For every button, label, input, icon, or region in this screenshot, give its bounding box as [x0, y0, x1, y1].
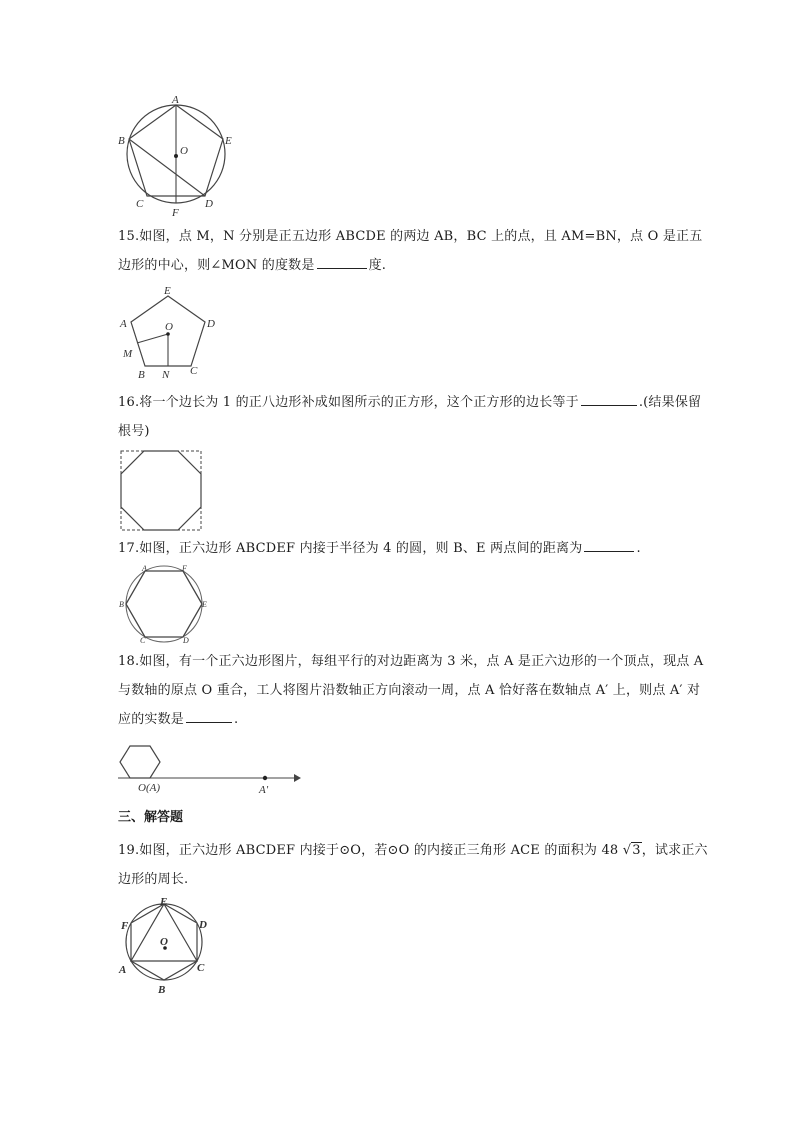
figure-15 — [118, 286, 228, 381]
question-19-text: 19.如图，正六边形 ABCDEF 内接于⊙O，若⊙O 的内接正三角形 ACE 的面积为 48 — [118, 843, 619, 858]
label-d: D — [199, 919, 207, 931]
label-origin: O(A) — [138, 782, 160, 794]
question-16-tail: .(结果保留根号) — [118, 395, 702, 439]
label-b: B — [138, 369, 145, 381]
question-18-text: 18.如图，有一个正六边形图片，每组平行的对边距离为 3 米，点 A 是正六边形的一个顶点，现点 A 与数轴的原点 O 重合，工人将图片沿数轴正方向滚动一周，点 A 恰好落在数轴点 A′ 上，则点 A′ 对应的实数是 — [118, 654, 704, 727]
question-16-text: 16.将一个边长为 1 的正八边形补成如图所示的正方形，这个正方形的边长等于 — [118, 395, 579, 410]
label-b: B — [118, 135, 125, 147]
label-o: O — [180, 145, 188, 157]
label-d: D — [207, 318, 215, 330]
label-e: E — [164, 285, 171, 297]
question-15-text: 15.如图，点 M，N 分别是正五边形 ABCDE 的两边 AB，BC 上的点，且 AM=BN，点 O 是正五边形的中心，则∠MON 的度数是 — [118, 229, 703, 273]
question-17 — [118, 534, 708, 563]
label-m: M — [123, 348, 133, 360]
answer-blank-15[interactable] — [317, 254, 367, 269]
label-n: N — [162, 369, 170, 381]
figure-18 — [118, 742, 308, 797]
label-e: E — [202, 600, 207, 609]
label-d: D — [183, 636, 189, 645]
question-15-tail: 度. — [368, 258, 387, 273]
label-a: A — [120, 318, 127, 330]
label-e: E — [160, 896, 168, 908]
label-o: O — [165, 321, 173, 333]
question-18-tail: . — [234, 712, 239, 727]
question-17-text: 17.如图，正六边形 ABCDEF 内接于半径为 4 的圆，则 B、E 两点间的距离为 — [118, 541, 583, 556]
label-b: B — [119, 600, 124, 609]
figure-19 — [118, 896, 218, 996]
label-a-prime: A′ — [259, 784, 269, 796]
question-18 — [118, 647, 708, 734]
label-c: C — [197, 962, 205, 974]
question-17-tail: . — [636, 541, 641, 556]
label-a: A — [119, 964, 127, 976]
label-a: A — [172, 94, 179, 106]
label-d: D — [205, 198, 213, 210]
answer-blank-16[interactable] — [581, 391, 637, 406]
label-c: C — [140, 636, 146, 645]
radicand: 3 — [632, 843, 641, 858]
answer-blank-17[interactable] — [584, 537, 634, 552]
section-heading: 三、解答题 — [118, 810, 184, 825]
question-15 — [118, 222, 708, 280]
label-f: F — [182, 564, 187, 573]
question-19 — [118, 836, 708, 894]
label-c: C — [136, 198, 144, 210]
label-f: F — [121, 920, 129, 932]
sqrt-expression: √3 — [622, 843, 641, 858]
figure-16 — [118, 448, 208, 534]
question-19-tail: ，试求正六边形的周长. — [118, 843, 708, 887]
figure-14 — [118, 92, 238, 222]
question-16 — [118, 388, 708, 446]
label-c: C — [190, 365, 198, 377]
figure-17 — [118, 562, 218, 647]
label-a: A — [142, 564, 147, 573]
label-o: O — [160, 936, 168, 948]
label-f: F — [172, 207, 179, 219]
label-b: B — [158, 984, 166, 996]
answer-blank-18[interactable] — [186, 708, 232, 723]
label-e: E — [225, 135, 232, 147]
